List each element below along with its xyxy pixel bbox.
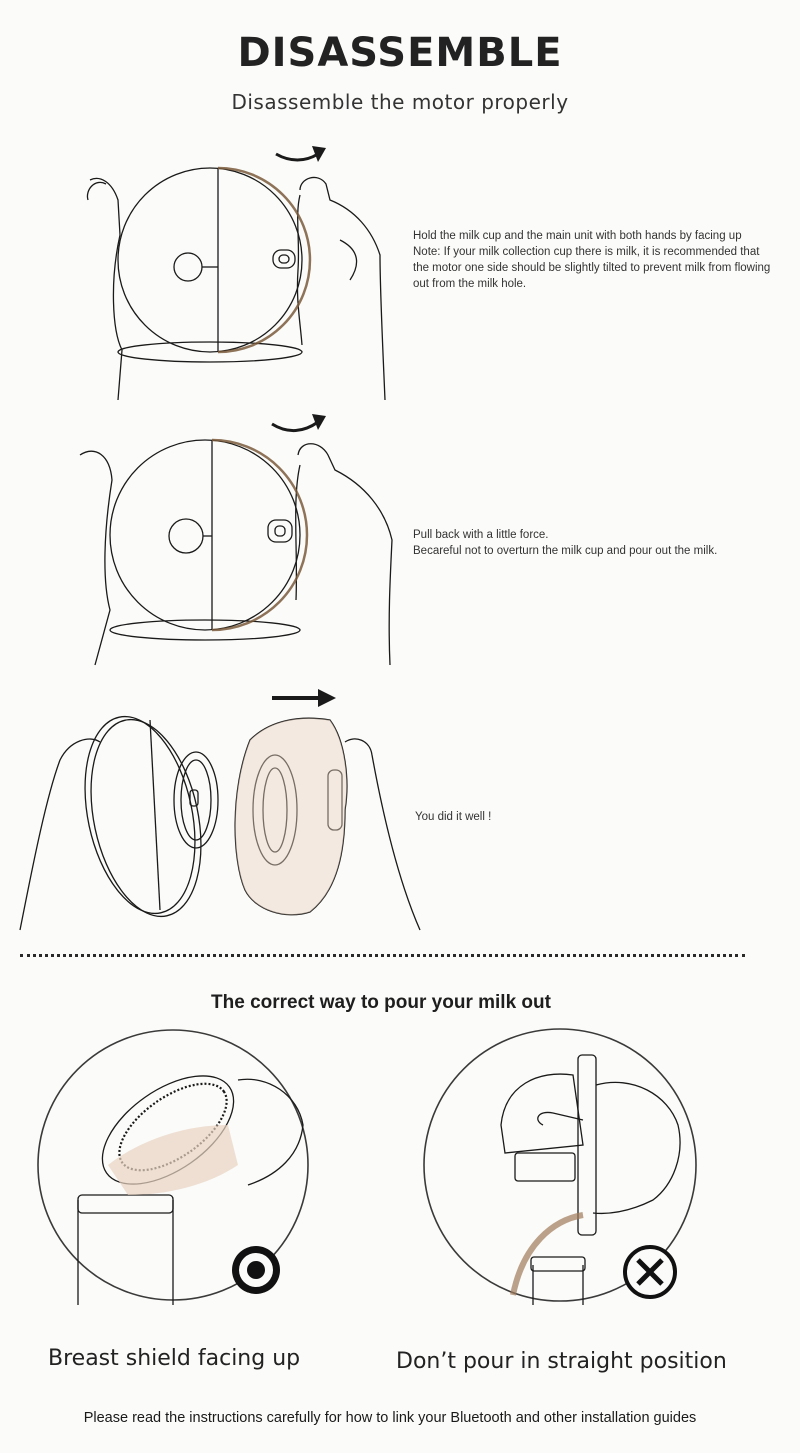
wrong-caption: Don’t pour in straight position xyxy=(396,1349,727,1374)
step1-text: Hold the milk cup and the main unit with both hands by facing up Note: If your milk collection cup there is milk, it is recommended that the motor one side should be slightly tilted to prevent milk from flowing out from the milk hole. xyxy=(413,230,771,290)
curved-arrow-icon xyxy=(276,146,326,162)
page-title: DISASSEMBLE xyxy=(237,30,563,76)
wrong-illustration xyxy=(423,1025,698,1305)
right-arrow-icon xyxy=(272,689,336,707)
step2-text: Pull back with a little force. Becareful not to overturn the milk cup and pour out the milk. xyxy=(413,529,718,557)
pour-section-title: The correct way to pour your milk out xyxy=(211,992,551,1013)
step3-text: You did it well ! xyxy=(415,811,492,823)
page-subtitle: Disassemble the motor properly xyxy=(231,90,569,114)
correct-circle-icon xyxy=(232,1246,280,1294)
wrong-x-icon xyxy=(625,1247,675,1297)
footer-note: Please read the instructions carefully for how to link your Bluetooth and other installation guides xyxy=(83,1410,697,1426)
dotted-divider xyxy=(20,954,745,957)
curved-arrow-icon xyxy=(272,414,326,431)
correct-caption: Breast shield facing up xyxy=(48,1346,301,1371)
correct-illustration xyxy=(38,1025,308,1305)
